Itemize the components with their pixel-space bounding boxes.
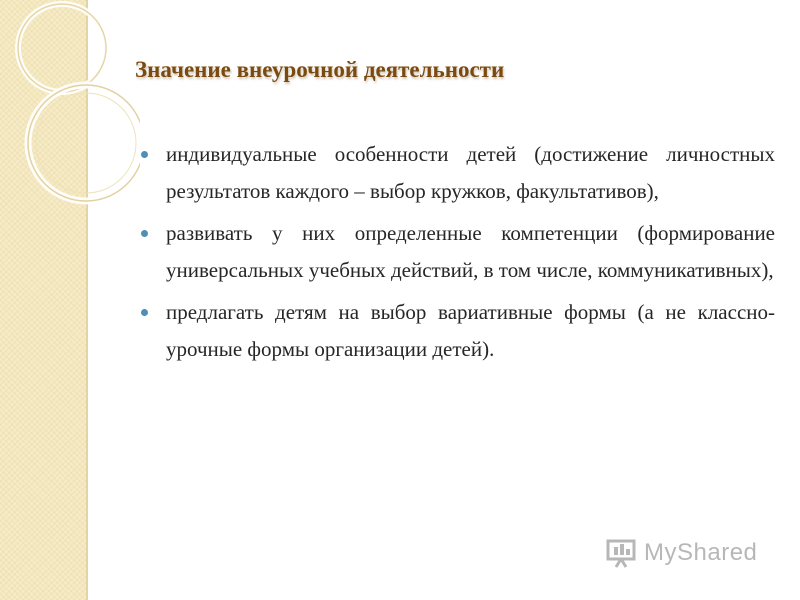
slide-title: Значение внеурочной деятельности [135,57,505,82]
bullet-list [135,136,775,373]
bullet-item [135,294,775,368]
bullet-text: развивать у них определенные компетенции (формирование универсальных учебных действий, в том числе, коммуникативных), [166,221,775,282]
bullet-dot-icon [141,230,148,237]
bullet-item [135,136,775,210]
bullet-item [135,215,775,289]
bullet-text: предлагать детям на выбор вариативные формы (а не классно-урочные формы организации детей). [166,300,775,361]
watermark-text: MyShared [644,539,758,566]
presentation-board-icon [606,537,640,569]
bullet-dot-icon [141,151,148,158]
myshared-watermark [606,537,757,569]
bullet-dot-icon [141,309,148,316]
decorative-circles-icon [0,0,140,260]
bullet-text: индивидуальные особенности детей (достижение личностных результатов каждого – выбор кружков, факультативов), [166,142,775,203]
